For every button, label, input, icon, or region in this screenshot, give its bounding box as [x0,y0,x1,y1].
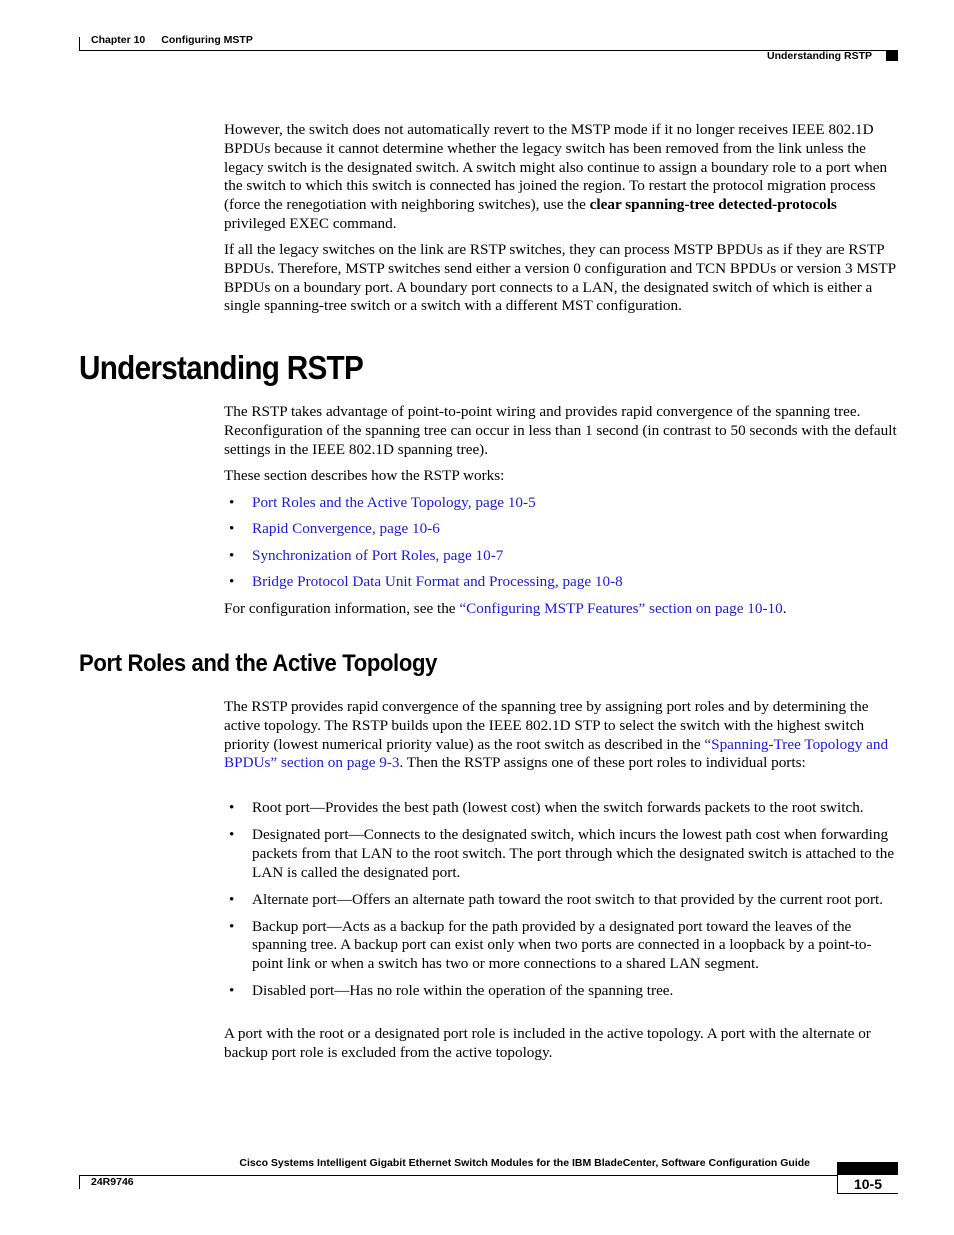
list-item [224,494,898,513]
page-number: 10-5 [837,1175,898,1193]
rstp-paragraph-2-block [224,467,898,486]
section-heading-port-roles: Port Roles and the Active Topology [79,650,437,677]
roles-paragraph-1-block [224,698,898,773]
intro-paragraph-1 [224,121,898,234]
roles-paragraph-2-block [224,1025,898,1063]
list-item [224,547,898,566]
command-text: clear spanning-tree detected-protocols [589,196,837,214]
footer-book-title: Cisco Systems Intelligent Gigabit Ethernet Switch Modules for the IBM BladeCenter, Software Configuration Guide [239,1157,810,1169]
intro-section-2 [224,241,898,316]
roles-paragraph-1 [224,698,898,773]
header-chapter [91,34,253,46]
roles-paragraph-2: A port with the root or a designated port role is included in the active topology. A port with the alternate or backup port role is excluded from the active topology. [224,1025,871,1061]
rstp-topic-list [224,494,898,592]
footer-doc-id: 24R9746 [91,1176,134,1188]
roles-text: The RSTP provides rapid convergence of the spanning tree by assigning port roles and by determining the active topology. The RSTP builds upon the IEEE 802.1D STP to select the switch with the highest switch priority (lowest numerical priority value) as the root switch as described in the [224,698,869,753]
header-marker-block [886,51,898,61]
section-heading-understanding-rstp: Understanding RSTP [79,349,364,386]
header-chapter-number: Chapter 10 [91,34,146,46]
header-chapter-title: Configuring MSTP [161,34,253,46]
config-reference-text: For configuration information, see the [224,600,460,617]
intro-text-end: privileged EXEC command. [224,214,397,232]
intro-text: However, the switch does not automatically revert to the MSTP mode if it no longer receives IEEE 802.1D BPDUs because it cannot determine whether the legacy switch has been removed from the link unless the legacy switch is the designated switch. A switch might also continue to assign a boundary role to a port when the switch to which this switch is connected has joined the region. To restart the protocol migration process (force the renegotiation with neighboring switches), use the [224,121,888,214]
list-item [224,573,898,592]
rstp-paragraph-2: These section describes how the RSTP works: [224,467,505,484]
topic-link-port-roles[interactable]: Port Roles and the Active Topology, page 10-5 [252,494,536,511]
topic-link-bpdu-format[interactable]: Bridge Protocol Data Unit Format and Processing, page 10-8 [252,573,623,591]
footer-rule-vertical [79,1175,80,1189]
port-role-backup: • Backup port—Acts as a backup for the path provided by a designated port toward the leaves of the spanning tree. A backup port can exist only when two ports are connected in a loopback by a point-to-point link or when a switch has two or more connections to a shared LAN segment. [224,918,898,974]
rstp-topic-list-block [224,494,898,592]
header-section-title: Understanding RSTP [766,50,872,62]
header-rule-vertical [79,37,80,51]
list-item [224,520,898,539]
intro-section [224,121,898,234]
port-role-alternate: • Alternate port—Offers an alternate path toward the root switch to that provided by the current root port. [224,891,898,910]
topic-link-rapid-convergence[interactable]: Rapid Convergence, page 10-6 [252,520,440,538]
config-reference [224,600,898,619]
port-role-designated: • Designated port—Connects to the designated switch, which incurs the lowest path cost when forwarding packets from that LAN to the root switch. The port through which the designated switch is attached to the LAN is called the designated port. [224,826,898,882]
topic-link-synchronization[interactable]: Synchronization of Port Roles, page 10-7 [252,546,504,564]
config-reference-link[interactable]: “Configuring MSTP Features” section on page 10-10 [459,600,783,617]
roles-text-end: . Then the RSTP assigns one of these port roles to individual ports: [399,754,806,772]
spanning-tree-topology-link[interactable]: “Spanning-Tree Topology and BPDUs” section on page 9-3 [224,735,889,772]
config-reference-block [224,600,898,619]
rstp-paragraph-1-block [224,403,898,459]
intro-paragraph-2: If all the legacy switches on the link are RSTP switches, they can process MSTP BPDUs as if they are RSTP BPDUs. Therefore, MSTP switches send either a version 0 configuration and TCN BPDUs or version 3 MSTP BPDUs on a boundary port. A boundary port connects to a LAN, the designated switch of which is either a single spanning-tree switch or a switch with a different MST configuration. [224,241,896,315]
config-reference-end: . [782,600,787,617]
port-role-list-block [224,799,898,1001]
port-role-list [224,799,898,1001]
port-role-disabled: • Disabled port—Has no role within the operation of the spanning tree. [224,982,898,1001]
rstp-paragraph-1: The RSTP takes advantage of point-to-point wiring and provides rapid convergence of the spanning tree. Reconfiguration of the spanning tree can occur in less than 1 second (in contrast to 50 seconds with the default settings in the IEEE 802.1D spanning tree). [224,403,897,458]
port-role-root: • Root port—Provides the best path (lowest cost) when the switch forwards packets to the root switch. [224,799,898,818]
footer-rule [79,1175,898,1176]
